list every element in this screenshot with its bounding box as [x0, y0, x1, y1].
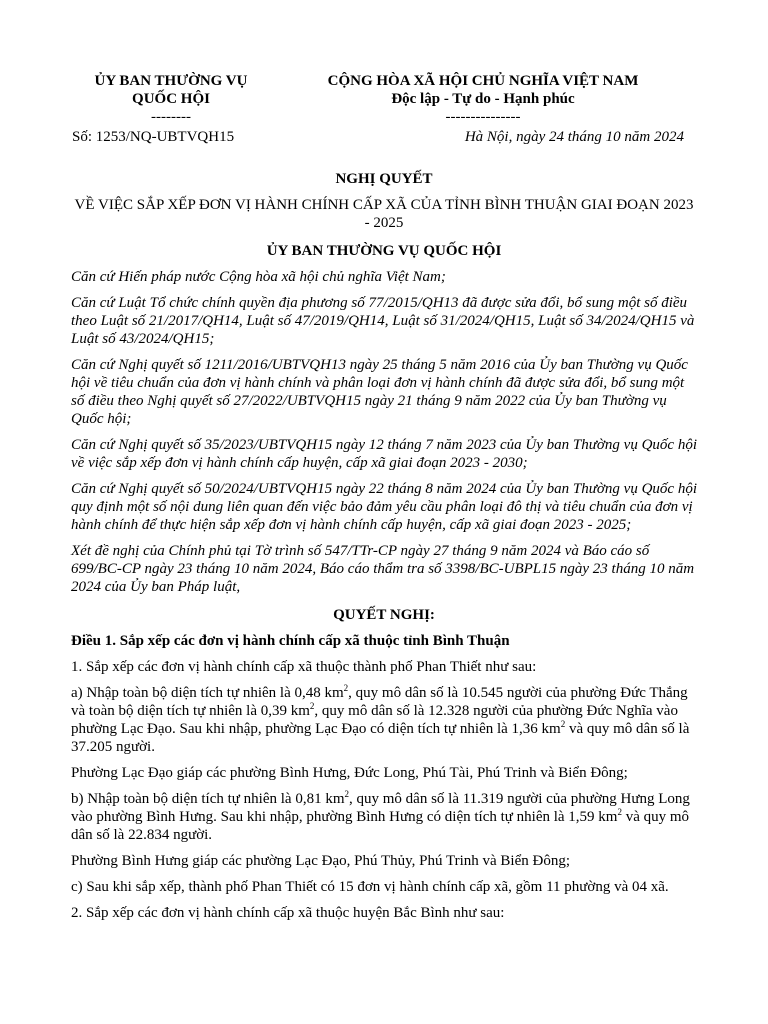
- point-c: c) Sau khi sắp xếp, thành phố Phan Thiết có 15 đơn vị hành chính cấp xã, gồm 11 phường và 04 xã.: [71, 879, 669, 895]
- citation-local-government-law: Căn cứ Luật Tổ chức chính quyền địa phương số 77/2015/QH13 đã được sửa đổi, bổ sung một số điều theo Luật số 21/2017/QH14, Luật số 47/2019/QH14, Luật số 31/2024/QH15, Luật số 34/2024/QH15 và Luật số 43/2024/QH15;: [71, 295, 695, 347]
- motto-separator: ---------------: [445, 109, 521, 125]
- document-title: NGHỊ QUYẾT: [335, 171, 433, 187]
- clause-1: 1. Sắp xếp các đơn vị hành chính cấp xã thuộc thành phố Phan Thiết như sau:: [71, 659, 537, 675]
- document-number: Số: 1253/NQ-UBTVQH15: [72, 129, 235, 145]
- article-1-title: Điều 1. Sắp xếp các đơn vị hành chính cấp xã thuộc tỉnh Bình Thuận: [71, 633, 510, 649]
- issuer-block: [72, 72, 270, 126]
- point-b: b) Nhập toàn bộ diện tích tự nhiên là 0,81 $km^2$, quy mô dân số là 11.319 người của phường Hưng Long vào phường Bình Hưng. Sau khi nhập, phường Bình Hưng có diện tích tự nhiên là 1,59 $km^2$ và quy mô dân số là 22.834 người.: [71, 789, 690, 843]
- issuer-name-line1: ỦY BAN THƯỜNG VỤ: [94, 73, 248, 89]
- document-body: [71, 170, 697, 922]
- citation-resolution-50: Căn cứ Nghị quyết số 50/2024/UBTVQH15 ngày 22 tháng 8 năm 2024 của Ủy ban Thường vụ Quốc hội quy định một số nội dung liên quan đến việc bảo đảm yêu cầu phân loại đô thị và tiêu chuẩn của đơn vị hành chính để thực hiện sắp xếp đơn vị hành chính cấp huyện, cấp xã giai đoạn 2023 - 2025;: [71, 481, 697, 533]
- national-motto-block: [282, 72, 684, 126]
- issue-date: Hà Nội, ngày 24 tháng 10 năm 2024: [464, 129, 684, 145]
- citation-resolution-35: Căn cứ Nghị quyết số 35/2023/UBTVQH15 ngày 12 tháng 7 năm 2023 của Ủy ban Thường vụ Quốc hội về việc sắp xếp đơn vị hành chính cấp huyện, cấp xã giai đoạn 2023 - 2030;: [71, 437, 697, 471]
- point-a-border: Phường Lạc Đạo giáp các phường Bình Hưng, Đức Long, Phú Tài, Phú Trinh và Biển Đông;: [71, 765, 628, 781]
- point-b-border: Phường Bình Hưng giáp các phường Lạc Đạo, Phú Thủy, Phú Trinh và Biển Đông;: [71, 853, 570, 869]
- citation-constitution: Căn cứ Hiến pháp nước Cộng hòa xã hội chủ nghĩa Việt Nam;: [71, 269, 446, 285]
- issuing-authority: ỦY BAN THƯỜNG VỤ QUỐC HỘI: [266, 243, 502, 259]
- decision-heading: QUYẾT NGHỊ:: [333, 607, 435, 623]
- issuer-name-line2: QUỐC HỘI: [132, 91, 210, 107]
- citation-government-proposal: Xét đề nghị của Chính phủ tại Tờ trình số 547/TTr-CP ngày 27 tháng 9 năm 2024 và Báo cáo số 699/BC-CP ngày 23 tháng 10 năm 2024, Báo cáo thẩm tra số 3398/BC-UBPL15 ngày 23 tháng 10 năm 2024 của Ủy ban Pháp luật,: [71, 543, 695, 595]
- document-subtitle: VỀ VIỆC SẮP XẾP ĐƠN VỊ HÀNH CHÍNH CẤP XÃ CỦA TỈNH BÌNH THUẬN GIAI ĐOẠN 2023 - 2025: [74, 197, 694, 231]
- national-motto: Độc lập - Tự do - Hạnh phúc: [391, 91, 575, 107]
- citation-resolution-1211: Căn cứ Nghị quyết số 1211/2016/UBTVQH13 ngày 25 tháng 5 năm 2016 của Ủy ban Thường vụ Quốc hội về tiêu chuẩn của đơn vị hành chính và phân loại đơn vị hành chính đã được sửa đổi, bổ sung một số điều theo Nghị quyết số 27/2022/UBTVQH15 ngày 21 tháng 9 năm 2022 của Ủy ban Thường vụ Quốc hội;: [71, 357, 688, 427]
- country-name: CỘNG HÒA XÃ HỘI CHỦ NGHĨA VIỆT NAM: [327, 73, 639, 89]
- point-a: a) Nhập toàn bộ diện tích tự nhiên là 0,48 $km^2$, quy mô dân số là 10.545 người của phường Đức Thắng và toàn bộ diện tích tự nhiên là 0,39 $km^2$, quy mô dân số là 12.328 người của phường Đức Nghĩa vào phường Lạc Đạo. Sau khi nhập, phường Lạc Đạo có diện tích tự nhiên là 1,36 $km^2$ và quy mô dân số là 37.205 người.: [71, 683, 690, 755]
- clause-2: 2. Sắp xếp các đơn vị hành chính cấp xã thuộc huyện Bắc Bình như sau:: [71, 905, 505, 921]
- issuer-separator: --------: [151, 109, 191, 125]
